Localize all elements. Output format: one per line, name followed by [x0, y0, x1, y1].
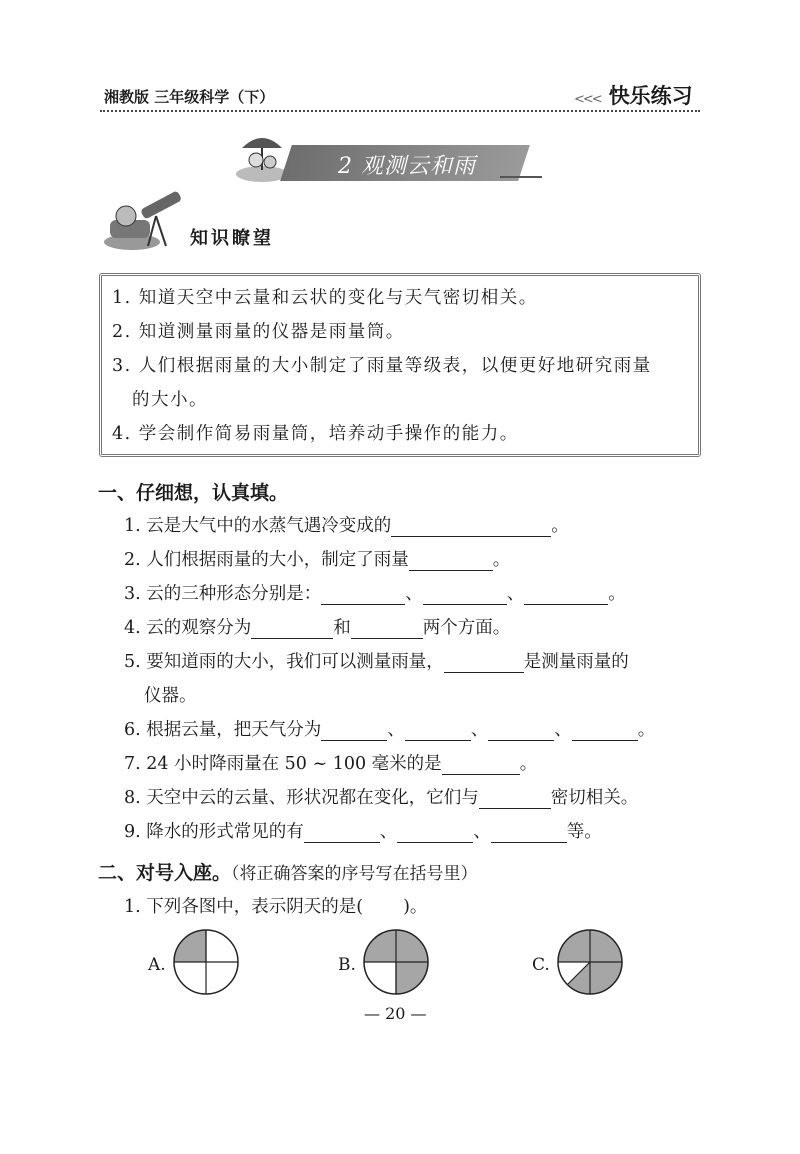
- q-text: 6. 根据云量，把天气分为: [124, 720, 322, 740]
- answer-blank[interactable]: [397, 824, 473, 843]
- option-b-label: B.: [338, 955, 356, 975]
- knowledge-item-1: 1. 知道天空中云量和云状的变化与天气密切相关。: [112, 288, 538, 308]
- q-text: 和: [333, 618, 351, 638]
- section-2-note: （将正确答案的序号写在括号里）: [231, 864, 478, 884]
- knowledge-item-2: 2. 知道测量雨量的仪器是雨量筒。: [112, 322, 405, 342]
- q-text: 、: [379, 822, 398, 842]
- option-b-cloud-circle[interactable]: [362, 928, 430, 996]
- question-1-2: [124, 546, 510, 571]
- section-2-title: [98, 858, 478, 885]
- header-right: [574, 80, 693, 110]
- q-text: 。: [519, 754, 538, 774]
- header-right-title: 快乐练习: [608, 84, 693, 108]
- question-1-3: [124, 580, 626, 605]
- answer-blank[interactable]: [409, 552, 493, 571]
- question-2-1: [124, 893, 427, 918]
- option-a-cloud-circle[interactable]: [172, 928, 240, 996]
- question-1-5: [124, 648, 629, 673]
- option-c-label: C.: [532, 955, 550, 975]
- q-text: 、: [405, 584, 423, 604]
- q-text: 等。: [566, 822, 602, 842]
- q-text: 。: [551, 516, 569, 536]
- knowledge-item-3: 3. 人们根据雨量的大小制定了雨量等级表，以便更好地研究雨量: [112, 356, 652, 376]
- question-1-6: [124, 716, 655, 741]
- question-1-5-cont: 仪器。: [144, 686, 197, 706]
- question-1-1: [124, 512, 569, 537]
- knowledge-title: 知识瞭望: [190, 228, 274, 249]
- question-1-7: [124, 750, 537, 775]
- q-text: 7. 24 小时降雨量在 50 ~ 100 毫米的是: [124, 754, 442, 774]
- q-text: 、: [387, 720, 405, 740]
- book-title: 湘教版 三年级科学（下）: [104, 88, 275, 106]
- answer-blank[interactable]: [479, 790, 551, 809]
- q-text: 2. 人们根据雨量的大小，制定了雨量: [124, 550, 409, 570]
- q-text: 。: [492, 550, 511, 570]
- answer-blank[interactable]: [304, 824, 380, 843]
- answer-blank[interactable]: [321, 586, 405, 605]
- question-1-9: [124, 818, 602, 843]
- chevrons-icon: <<<: [574, 92, 601, 107]
- answer-blank[interactable]: [351, 620, 423, 639]
- question-1-4: [124, 614, 510, 639]
- knowledge-item-3-cont: 的大小。: [132, 390, 208, 410]
- q-text: 8. 天空中云的云量、形状况都在变化，它们与: [124, 788, 479, 808]
- q-text: 。: [637, 720, 656, 740]
- q-text: 5. 要知道雨的大小，我们可以测量雨量，: [124, 652, 444, 672]
- q-text: 两个方面。: [422, 618, 511, 638]
- q-text: 9. 降水的形式常见的有: [124, 822, 304, 842]
- answer-blank[interactable]: [442, 756, 520, 775]
- q-text: 、: [470, 720, 489, 740]
- option-c-cloud-circle[interactable]: [556, 928, 624, 996]
- answer-blank[interactable]: [251, 620, 333, 639]
- header-divider: [100, 110, 700, 112]
- q-text: 1. 下列各图中，表示阴天的是(: [124, 897, 364, 917]
- q-text: 。: [608, 584, 626, 604]
- answer-blank[interactable]: [444, 654, 524, 673]
- q-text: 是测量雨量的: [523, 652, 629, 672]
- q-text: 、: [473, 822, 491, 842]
- q-text: )。: [403, 897, 428, 917]
- answer-blank[interactable]: [488, 722, 554, 741]
- answer-blank[interactable]: [391, 518, 551, 537]
- telescope-character-icon: [100, 190, 186, 254]
- q-text: 、: [554, 720, 572, 740]
- question-1-8: [124, 784, 638, 809]
- answer-blank[interactable]: [491, 824, 567, 843]
- page-number: — 20 —: [364, 1004, 427, 1023]
- option-a-label: A.: [148, 955, 166, 975]
- section-2-title-text: 二、对号入座。: [98, 862, 232, 884]
- q-text: 3. 云的三种形态分别是：: [124, 584, 322, 604]
- knowledge-item-4: 4. 学会制作简易雨量筒，培养动手操作的能力。: [112, 424, 519, 444]
- answer-blank[interactable]: [572, 722, 638, 741]
- section-1-title: 一、仔细想，认真填。: [98, 482, 289, 504]
- lesson-title: 2 观测云和雨: [338, 154, 476, 179]
- q-text: 1. 云是大气中的水蒸气遇冷变成的: [124, 516, 392, 536]
- q-text: 4. 云的观察分为: [124, 618, 252, 638]
- answer-blank[interactable]: [423, 586, 507, 605]
- q-text: 、: [506, 584, 525, 604]
- answer-blank[interactable]: [405, 722, 471, 741]
- q-text: 密切相关。: [550, 788, 639, 808]
- answer-blank[interactable]: [321, 722, 387, 741]
- answer-blank[interactable]: [524, 586, 608, 605]
